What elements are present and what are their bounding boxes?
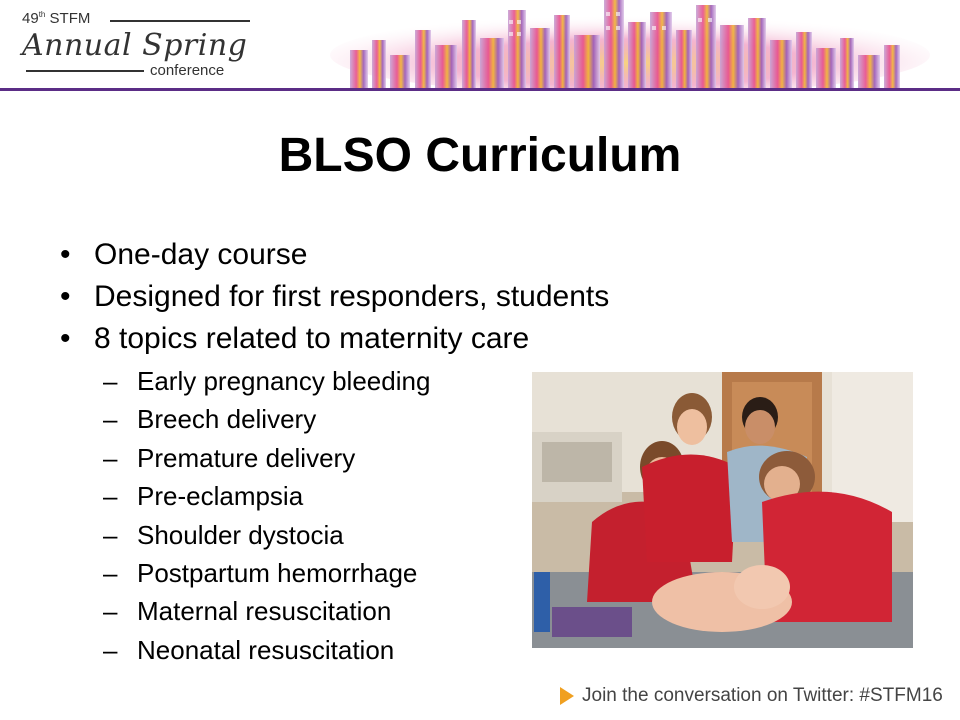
sub-bullet-item xyxy=(103,477,430,515)
sub-bullet-marker: – xyxy=(103,442,118,473)
header-divider xyxy=(0,88,960,91)
sub-bullet-marker: – xyxy=(103,596,118,627)
header xyxy=(0,0,960,95)
play-arrow-icon xyxy=(560,687,574,705)
sub-bullet-text: Neonatal resuscitation xyxy=(137,634,395,665)
sub-bullet-item xyxy=(103,554,430,592)
logo-rule-top xyxy=(110,20,250,22)
training-photo-icon xyxy=(532,372,913,648)
bullet-marker: • xyxy=(60,238,71,271)
slide-title: BLSO Curriculum xyxy=(278,129,682,182)
logo-rule-bottom xyxy=(26,70,144,72)
sub-bullet-text: Premature delivery xyxy=(137,442,356,473)
bullet-marker: • xyxy=(60,322,71,355)
bullet-text: 8 topics related to maternity care xyxy=(94,322,530,355)
sub-bullet-item xyxy=(103,400,430,438)
sub-bullet-text: Early pregnancy bleeding xyxy=(137,366,431,396)
logo-org: STFM xyxy=(45,10,91,27)
sub-bullet-marker: – xyxy=(103,366,118,396)
bullet-text: Designed for first responders, students xyxy=(94,280,610,313)
sub-bullet-item xyxy=(103,516,430,554)
sub-bullet-text: Postpartum hemorrhage xyxy=(137,558,418,589)
sub-bullet-item xyxy=(103,592,430,630)
sub-bullet-marker: – xyxy=(103,634,118,665)
training-photo xyxy=(532,372,913,648)
logo-title: Annual Spring xyxy=(22,28,248,63)
sub-bullet-list xyxy=(103,362,430,669)
sub-bullet-text: Maternal resuscitation xyxy=(137,596,392,627)
footer-text: Join the conversation on Twitter: #STFM16 xyxy=(582,685,943,706)
sub-bullet-text: Breech delivery xyxy=(137,404,317,435)
city-skyline-graphic xyxy=(290,0,960,88)
sub-bullet-text: Pre-eclampsia xyxy=(137,481,304,512)
bullet-item xyxy=(60,234,760,276)
bullet-item xyxy=(60,318,760,360)
bullet-text: One-day course xyxy=(94,238,308,271)
bullet-marker: • xyxy=(60,280,71,313)
sub-bullet-marker: – xyxy=(103,404,118,435)
sub-bullet-marker: – xyxy=(103,481,118,512)
sub-bullet-item xyxy=(103,439,430,477)
logo-subtitle: conference xyxy=(150,62,225,79)
logo-edition-suffix: th xyxy=(38,10,46,19)
sub-bullet-marker: – xyxy=(103,558,118,589)
twitter-footer xyxy=(560,683,943,709)
sub-bullet-item xyxy=(103,631,430,669)
logo-edition: 49 xyxy=(22,10,39,27)
conference-logo xyxy=(18,10,258,86)
sub-bullet-marker: – xyxy=(103,519,118,550)
bullet-item xyxy=(60,276,760,318)
bullet-list xyxy=(60,234,760,360)
sub-bullet-item xyxy=(103,362,430,400)
sub-bullet-text: Shoulder dystocia xyxy=(137,519,344,550)
